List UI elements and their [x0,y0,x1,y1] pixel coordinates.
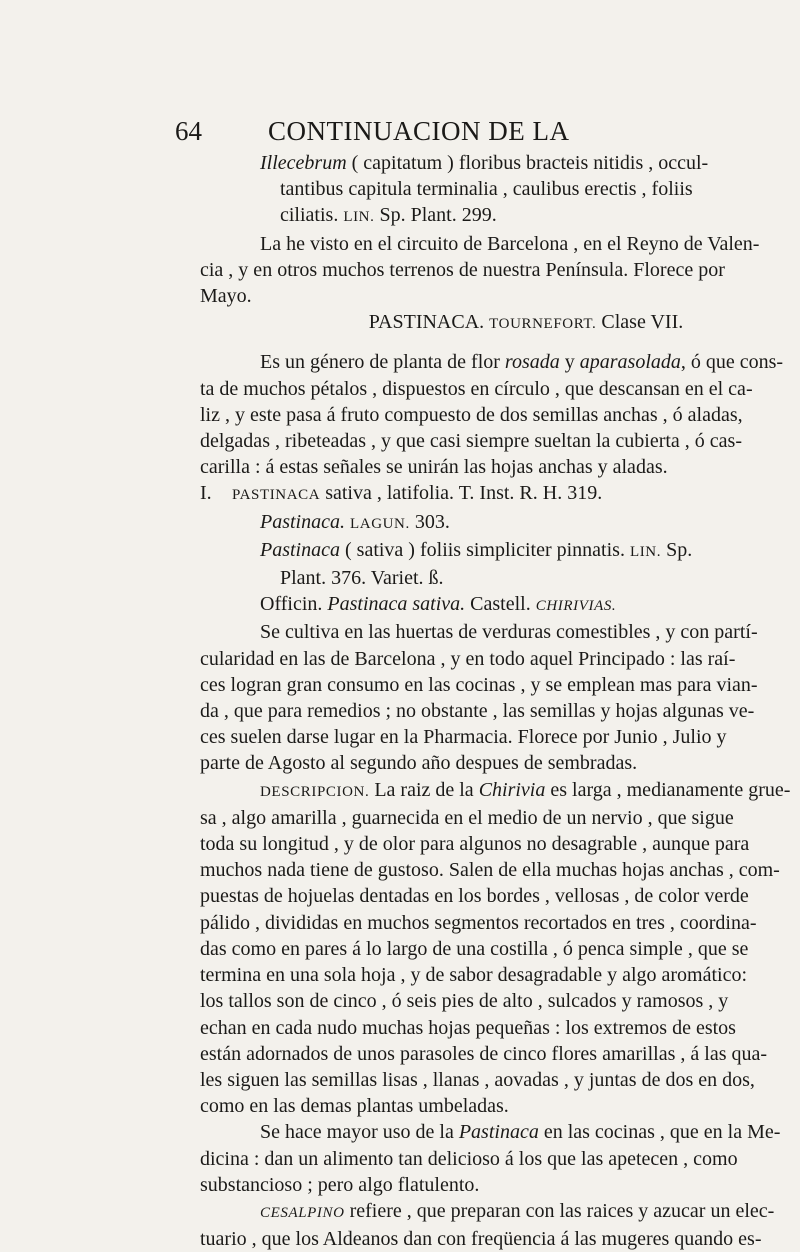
description-line-8: termina en una sola hoja , y de sabor desagradable y algo aromático: [200,964,748,987]
cultivation-line-6: parte de Agosto al segundo año despues de sembradas. [200,752,638,775]
species-line-2 [200,509,792,537]
text-run: La raiz de la [374,778,474,801]
habitat-line-3: Mayo. [200,285,252,308]
author-abbrev: LIN. [629,543,662,560]
description-line-3: toda su longitud , y de olor para algunos no desagrable , aunque para [200,833,750,856]
description-line-7: das como en pares á lo largo de una costilla , ó penca simple , que se [200,937,749,960]
author-abbrev: Castell. [470,593,531,616]
description-line-13: como en las demas plantas umbeladas. [200,1095,509,1118]
italic-term: aparasolada [579,351,681,374]
page-number: 64 [175,116,202,146]
description-line-11: están adornados de unos parasoles de cinco flores amarillas , á las qua- [200,1042,768,1065]
text-run: , ó que cons- [680,351,784,374]
author-name: CESALPINO [260,1204,345,1221]
cultivation-line-1: Se cultiva en las huertas de verduras comestibles , y con partí- [260,621,758,644]
italic-term: Pastinaca [458,1121,539,1144]
description-line-1 [200,777,792,805]
text-run: Se hace mayor uso de la [260,1121,454,1144]
body-text [200,150,792,1252]
text-run: refiere , que preparan con las raices y azucar un elec- [349,1199,775,1222]
genus-desc-line-1 [200,349,792,375]
species-line-5 [200,591,792,619]
genus-desc-line-5: carilla : á estas señales se unirán las hojas anchas y aladas. [200,456,668,479]
italic-term: Chirivia [478,778,546,801]
section-gap [200,337,792,349]
description-line-6: pálido , divididas en muchos segmentos recortados en tres , coordina- [200,911,757,934]
cultivation-line-2: cularidad en las de Barcelona , y en todo aquel Principado : las raí- [200,647,736,670]
genus-heading-author: TOURNEFORT. [489,316,597,333]
synonym-name: Pastinaca. [260,510,345,533]
uses-line-2: dicina : dan un alimento tan delicioso á los que las apetecen , como [200,1147,738,1170]
species-line-3 [200,537,792,565]
habitat-line-2: cia , y en otros muchos terrenos de nuestra Península. Florece por [200,258,725,281]
species-line-4: Plant. 376. Variet. ß. [280,567,444,590]
cultivation-line-4: da , que para remedios ; no obstante , las semillas y hojas algunas ve- [200,700,755,723]
text-run: Es un género de planta de flor [260,351,500,374]
uses-line-4 [200,1198,792,1226]
illecebrum-diagnosis-line-1 [200,150,792,176]
reference-text: Sp. Plant. 299. [379,204,497,227]
synonym-name: Pastinaca [260,538,340,561]
diagnosis-text: ciliatis. [280,204,339,227]
genus-name: Illecebrum [260,152,347,174]
description-line-12: les siguen las semillas lisas , llanas , aovadas , y juntas de dos en dos, [200,1068,755,1091]
diagnosis-text: ( sativa ) foliis simpliciter pinnatis. [345,538,625,561]
vernacular-name: CHIRIVIAS. [535,598,617,615]
illecebrum-diagnosis-line-3 [200,202,792,230]
text-run: en las cocinas , que en la Me- [543,1121,781,1144]
genus-heading-class: Clase VII. [601,311,684,334]
description-line-4: muchos nada tiene de gustoso. Salen de ella muchas hojas anchas , com- [200,859,780,882]
species-name: PASTINACA [232,487,321,504]
uses-line-3: substancioso ; pero algo flatulento. [200,1173,480,1196]
text-run: y [564,351,575,374]
genus-desc-line-3: liz , y este pasa á fruto compuesto de dos semillas anchas , ó aladas, [200,403,743,426]
reference-text: Sp. [666,538,693,561]
diagnosis-text: ( capitatum ) floribus bracteis nitidis , occul- [351,152,709,174]
description-line-9: los tallos son de cinco , ó seis pies de alto , sulcados y ramosos , y [200,990,729,1013]
genus-desc-line-2: ta de muchos pétalos , dispuestos en círculo , que descansan en el ca- [200,377,753,400]
section-heading [200,309,792,337]
text-run: Officin. [260,593,323,616]
reference-text: 303. [414,510,450,533]
species-line-1: I. PASTINACA sativa , latifolia. T. Inst. R. H. 319. [200,482,603,505]
genus-heading-name: PASTINACA. [368,311,485,334]
uses-line-5: tuario , que los Aldeanos dan con freqüencia á las mugeres quando es- [200,1228,762,1251]
description-line-2: sa , algo amarilla , guarnecida en el medio de un nervio , que sigue [200,806,734,829]
description-line-10: echan en cada nudo muchas hojas pequeñas : los extremos de estos [200,1016,736,1039]
illecebrum-diagnosis-line-2: tantibus capitula terminalia , caulibus erectis , foliis [280,178,693,201]
uses-line-1 [200,1119,792,1145]
description-line-5: puestas de hojuelas dentadas en los bordes , vellosas , de color verde [200,885,749,908]
description-label: DESCRIPCION. [260,783,370,800]
cultivation-line-5: ces suelen darse lugar en la Pharmacia. Florece por Junio , Julio y [200,726,727,749]
running-title: CONTINUACION DE LA [268,116,570,146]
text-run: es larga , medianamente grue- [550,778,791,801]
author-abbrev: LIN. [343,209,375,226]
author-abbrev: LAGUN. [350,515,410,532]
species-reference: sativa , latifolia. T. Inst. R. H. 319. [325,482,603,505]
synonym-name: Pastinaca sativa. [327,593,466,616]
cultivation-line-3: ces logran gran consumo en las cocinas , y se emplean mas para vian- [200,673,758,696]
italic-term: rosada [504,351,560,374]
habitat-line-1: La he visto en el circuito de Barcelona , en el Reyno de Valen- [260,232,760,255]
genus-desc-line-4: delgadas , ribeteadas , y que casi siempre sueltan la cubierta , ó cas- [200,430,743,453]
